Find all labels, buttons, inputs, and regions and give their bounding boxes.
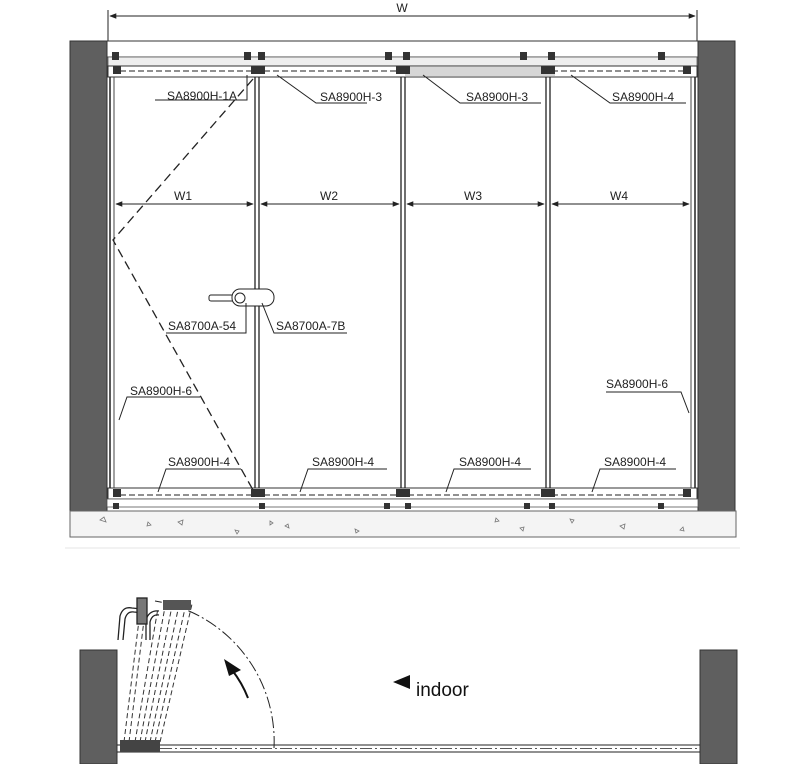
panel-divider: [546, 77, 550, 488]
top-track-label-4: SA8900H-4: [612, 90, 675, 104]
panel-width-label-2: W2: [320, 189, 338, 203]
floor-pin: [549, 503, 555, 509]
panel-width-label-4: W4: [610, 189, 628, 203]
plan-track: [117, 745, 700, 752]
top-track-label-1: SA8900H-1A: [167, 89, 238, 103]
bottom-track-label-4: SA8900H-4: [604, 455, 667, 469]
plan-right-wall: [700, 650, 737, 764]
top-roller: [258, 52, 265, 60]
hinge-block: [683, 66, 691, 74]
floor-pin: [259, 503, 265, 509]
panel-divider: [255, 77, 259, 488]
top-roller: [520, 52, 527, 60]
overall-width-dimension: [108, 1, 697, 42]
bottom-track-label-2: SA8900H-4: [312, 455, 375, 469]
top-roller: [548, 52, 555, 60]
panel-divider: [401, 77, 405, 488]
hinge-block: [396, 489, 410, 497]
hinge-block: [113, 66, 121, 74]
panel-width-label-3: W3: [464, 189, 482, 203]
hinge-block: [683, 489, 691, 497]
hinge-block: [113, 489, 121, 497]
callout-leaders: [119, 75, 689, 492]
door-panels: [110, 77, 695, 488]
plan-left-wall: [80, 650, 117, 764]
handle-label-right: SA8700A-7B: [276, 319, 346, 333]
top-roller: [403, 52, 410, 60]
folded-panels: [124, 604, 192, 742]
left-wall: [70, 41, 107, 511]
floor-pin: [113, 503, 119, 509]
side-seal-label-left: SA8900H-6: [130, 384, 193, 398]
plan-handle: [118, 598, 159, 640]
curved-arrow-icon: [224, 659, 248, 698]
hinge-block: [251, 489, 265, 497]
bottom-track-label-3: SA8900H-4: [459, 455, 522, 469]
top-track-label-3: SA8900H-3: [466, 90, 529, 104]
opening-indication-line: [113, 79, 253, 490]
swing-arc: [155, 601, 274, 748]
overall-width-label: W: [396, 1, 408, 15]
indoor-label: indoor: [416, 680, 469, 701]
top-roller: [385, 52, 392, 60]
floor-pin: [658, 503, 664, 509]
floor-pin: [405, 503, 411, 509]
top-roller: [112, 52, 119, 60]
hinge-block: [541, 489, 555, 497]
floor-pin: [524, 503, 530, 509]
hinge-block: [396, 66, 410, 74]
indoor-direction: [393, 675, 469, 701]
panel-width-label-1: W1: [174, 189, 192, 203]
bottom-track-label-1: SA8900H-4: [168, 455, 231, 469]
handle: [209, 289, 274, 306]
top-roller: [658, 52, 665, 60]
arrow-left-icon: [393, 675, 410, 689]
top-track-label-2: SA8900H-3: [320, 90, 383, 104]
elevation-view: [70, 1, 736, 537]
hinge-block: [251, 66, 265, 74]
right-wall: [698, 41, 735, 511]
floor-section: [70, 511, 736, 537]
handle-label-left: SA8700A-54: [168, 319, 237, 333]
hinge-block: [541, 66, 555, 74]
floor-pin: [384, 503, 390, 509]
top-roller: [244, 52, 251, 60]
panel-width-dimension: [116, 189, 689, 204]
callout-labels: [130, 89, 674, 469]
plan-view: [80, 598, 737, 764]
side-seal-label-right: SA8900H-6: [606, 377, 669, 391]
